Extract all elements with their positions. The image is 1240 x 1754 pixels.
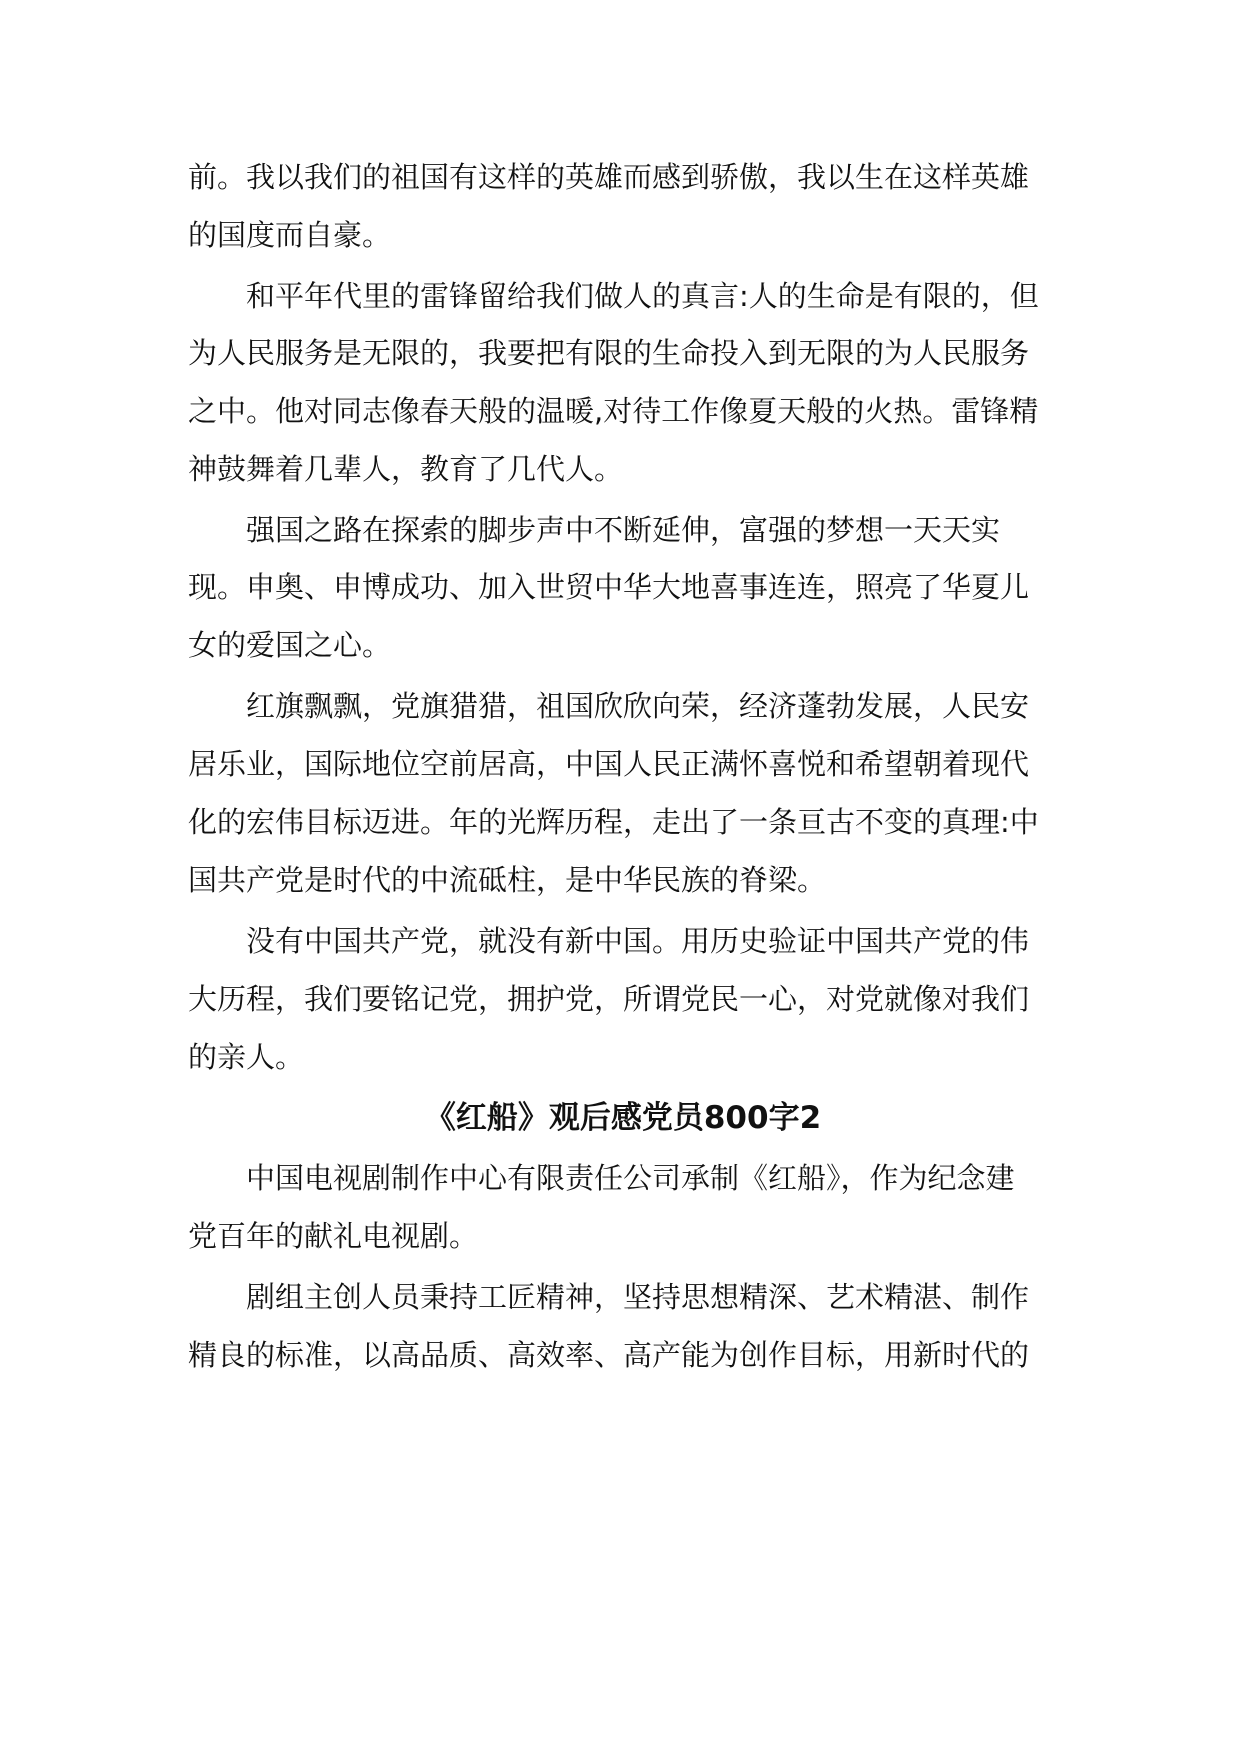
paragraph-line: 中国电视剧制作中心有限责任公司承制《红船》，作为纪念建 (246, 1161, 1015, 1195)
paragraph-line: 红旗飘飘，党旗猎猎，祖国欣欣向荣，经济蓬勃发展，人民安 (246, 689, 1030, 723)
paragraph-line: 的亲人。 (188, 1040, 305, 1074)
paragraph-line: 强国之路在探索的脚步声中不断延伸，富强的梦想一天天实 (246, 513, 1001, 547)
paragraph-line: 为人民服务是无限的，我要把有限的生命投入到无限的为人民服务 (188, 336, 1030, 370)
paragraph-line: 化的宏伟目标迈进。年的光辉历程，走出了一条亘古不变的真理:中 (188, 805, 1039, 839)
paragraph-line: 和平年代里的雷锋留给我们做人的真言:人的生命是有限的，但 (246, 279, 1039, 313)
paragraph-line: 现。申奥、申博成功、加入世贸中华大地喜事连连，照亮了华夏儿 (188, 570, 1030, 604)
section-title: 《红船》观后感党员800字2 (424, 1100, 822, 1136)
paragraph-line: 党百年的献礼电视剧。 (188, 1219, 479, 1253)
paragraph-line: 的国度而自豪。 (188, 218, 392, 252)
paragraph-line: 前。我以我们的祖国有这样的英雄而感到骄傲，我以生在这样英雄 (188, 160, 1030, 194)
paragraph-line: 女的爱国之心。 (188, 628, 392, 662)
paragraph-line: 大历程，我们要铭记党，拥护党，所谓党民一心，对党就像对我们 (188, 982, 1030, 1016)
paragraph-line: 之中。他对同志像春天般的温暖,对待工作像夏天般的火热。雷锋精 (188, 394, 1039, 428)
paragraph-line: 国共产党是时代的中流砥柱，是中华民族的脊梁。 (188, 863, 827, 897)
paragraph-line: 剧组主创人员秉持工匠精神，坚持思想精深、艺术精湛、制作 (246, 1280, 1030, 1314)
paragraph-line: 神鼓舞着几辈人，教育了几代人。 (188, 452, 624, 486)
paragraph-line: 精良的标准，以高品质、高效率、高产能为创作目标，用新时代的 (188, 1338, 1030, 1372)
paragraph-line: 居乐业，国际地位空前居高，中国人民正满怀喜悦和希望朝着现代 (188, 747, 1030, 781)
paragraph-line: 没有中国共产党，就没有新中国。用历史验证中国共产党的伟 (246, 924, 1030, 958)
